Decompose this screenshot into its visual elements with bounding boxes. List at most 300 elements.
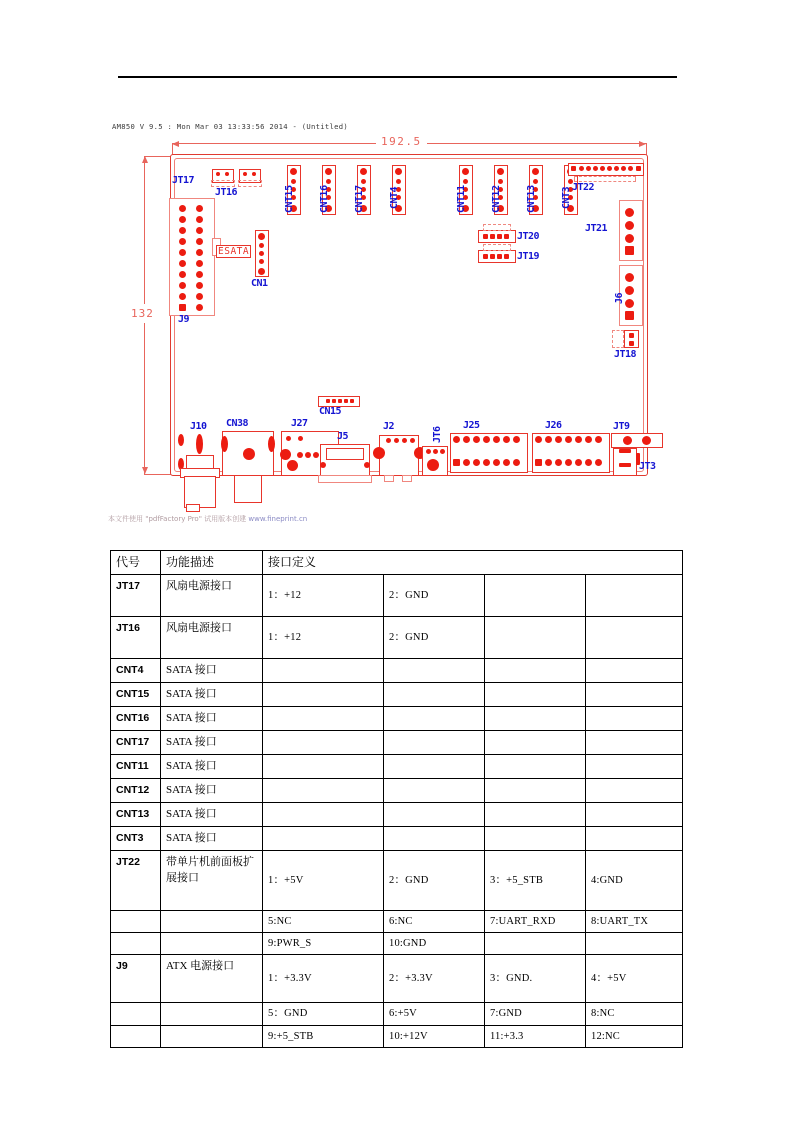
row-pin <box>384 755 485 779</box>
row-pin <box>485 933 586 955</box>
row-desc: SATA 接口 <box>161 707 263 731</box>
table-row <box>111 731 683 755</box>
row-code: CNT3 <box>111 826 161 850</box>
pad <box>585 436 592 443</box>
connector-spec-table <box>110 550 683 1048</box>
row-pin <box>586 683 683 707</box>
designator-cnt15: CNT15 <box>284 185 295 213</box>
row-pin <box>485 617 586 659</box>
part-j5-shield <box>318 475 372 483</box>
pad <box>614 166 619 171</box>
pad <box>360 168 367 175</box>
header-pinout: 接口定义 <box>263 551 683 575</box>
pad <box>535 436 542 443</box>
row-pin <box>384 659 485 683</box>
row-pin <box>485 826 586 850</box>
pad <box>463 459 470 466</box>
row-pin <box>485 683 586 707</box>
row-pin: 1：+12 <box>263 575 384 617</box>
pad <box>196 249 203 256</box>
pad <box>305 452 311 458</box>
pad <box>221 436 228 452</box>
row-desc: 带单片机前面板扩展接口 <box>161 850 263 910</box>
row-code: CNT16 <box>111 707 161 731</box>
row-desc: SATA 接口 <box>161 755 263 779</box>
designator-j10: J10 <box>190 421 207 432</box>
row-pin: 10:+12V <box>384 1025 485 1047</box>
pad <box>473 459 480 466</box>
designator-j2: J2 <box>383 421 395 432</box>
pad <box>440 449 445 454</box>
row-pin <box>485 803 586 827</box>
row-pin: 5：GND <box>263 1003 384 1025</box>
pad <box>593 166 598 171</box>
pad <box>463 179 468 184</box>
pad <box>179 271 186 278</box>
pad <box>287 460 298 471</box>
row-pin: 2：GND <box>384 575 485 617</box>
row-pin: 10:GND <box>384 933 485 955</box>
pad <box>410 438 415 443</box>
pad <box>503 459 510 466</box>
pad <box>555 459 562 466</box>
pad <box>344 399 348 403</box>
row-pin: 2：+3.3V <box>384 955 485 1003</box>
row-pin: 1：+5V <box>263 850 384 910</box>
pad <box>196 271 203 278</box>
pad <box>252 172 256 176</box>
row-pin: 7:UART_RXD <box>485 910 586 932</box>
row-pin: 9:PWR_S <box>263 933 384 955</box>
pad <box>625 273 634 282</box>
pad <box>280 449 291 460</box>
table-row <box>111 617 683 659</box>
pad <box>497 254 502 259</box>
table-row <box>111 826 683 850</box>
row-pin <box>263 707 384 731</box>
pad <box>225 172 229 176</box>
designator-jt21: JT21 <box>585 223 608 234</box>
row-code: JT16 <box>111 617 161 659</box>
pad <box>396 179 401 184</box>
pad <box>513 459 520 466</box>
pad <box>258 268 265 275</box>
row-code: CNT11 <box>111 755 161 779</box>
designator-j26: J26 <box>545 420 562 431</box>
pad <box>179 249 186 256</box>
designator-j5: J5 <box>337 431 349 442</box>
row-desc <box>161 910 263 932</box>
pdf-watermark-text: 本文件使用 "pdfFactory Pro" 试用版本创建 <box>108 515 249 523</box>
designator-cnt4: CNT4 <box>389 186 400 209</box>
pad <box>243 448 255 460</box>
part-j10-tab <box>186 504 200 512</box>
pad <box>216 172 220 176</box>
pad <box>426 449 431 454</box>
row-desc: 风扇电源接口 <box>161 617 263 659</box>
pad <box>607 166 612 171</box>
row-pin <box>586 779 683 803</box>
row-pin <box>263 683 384 707</box>
part-jt9-body <box>611 433 663 448</box>
row-desc <box>161 933 263 955</box>
row-pin <box>263 755 384 779</box>
table-row <box>111 755 683 779</box>
row-code <box>111 1025 161 1047</box>
pad <box>361 179 366 184</box>
pad <box>513 436 520 443</box>
row-pin: 7:GND <box>485 1003 586 1025</box>
pad <box>625 286 634 295</box>
designator-j27: J27 <box>291 418 308 429</box>
pad <box>338 399 342 403</box>
pad <box>628 166 633 171</box>
pad <box>325 168 332 175</box>
pad <box>259 259 264 264</box>
designator-jt17: JT17 <box>172 175 195 186</box>
row-desc: SATA 接口 <box>161 826 263 850</box>
pad <box>179 216 186 223</box>
pad <box>503 436 510 443</box>
row-desc <box>161 1003 263 1025</box>
part-j2-tab <box>384 475 394 482</box>
pad <box>493 459 500 466</box>
part-j5-contacts <box>326 448 364 460</box>
row-pin <box>485 707 586 731</box>
part-j9-courtyard <box>169 198 215 316</box>
pad <box>179 238 186 245</box>
row-pin: 12:NC <box>586 1025 683 1047</box>
table-row <box>111 955 683 1003</box>
table-header-row <box>111 551 683 575</box>
row-pin <box>586 803 683 827</box>
pad <box>178 434 184 446</box>
pad <box>313 452 319 458</box>
pad <box>625 208 634 217</box>
row-pin: 1：+12 <box>263 617 384 659</box>
row-code: CNT15 <box>111 683 161 707</box>
row-code: JT17 <box>111 575 161 617</box>
pad <box>179 282 186 289</box>
row-pin <box>586 731 683 755</box>
dimension-extension-bottom <box>144 474 172 475</box>
pad <box>298 436 303 441</box>
pad <box>497 168 504 175</box>
pad-pin1 <box>625 246 634 255</box>
pad <box>243 172 247 176</box>
pad <box>196 282 203 289</box>
row-desc: 风扇电源接口 <box>161 575 263 617</box>
designator-cnt3: CNT3 <box>561 186 572 209</box>
row-pin: 11:+3.3 <box>485 1025 586 1047</box>
row-pin: 3：GND. <box>485 955 586 1003</box>
part-cn38-shield <box>234 475 262 503</box>
pad <box>196 216 203 223</box>
designator-jt16: JT16 <box>215 187 238 198</box>
pad <box>595 459 602 466</box>
pad-pin1 <box>453 459 460 466</box>
row-pin <box>263 779 384 803</box>
pad <box>463 436 470 443</box>
pad <box>625 234 634 243</box>
pad <box>483 436 490 443</box>
pad <box>625 299 634 308</box>
pad <box>490 254 495 259</box>
pad-pin1 <box>625 311 634 320</box>
page-header-rule <box>118 76 677 78</box>
part-jt20-courtyard <box>483 224 511 231</box>
pad-pin1 <box>571 166 576 171</box>
part-j10-body <box>186 455 214 469</box>
header-function: 功能描述 <box>161 551 263 575</box>
row-pin: 2：GND <box>384 617 485 659</box>
row-pin <box>586 755 683 779</box>
pad <box>326 399 330 403</box>
pad <box>453 436 460 443</box>
part-jt17-courtyard <box>211 180 235 187</box>
table-row <box>111 910 683 932</box>
row-pin <box>586 659 683 683</box>
pad <box>373 447 385 459</box>
pad <box>268 436 275 452</box>
row-pin <box>485 575 586 617</box>
row-desc <box>161 1025 263 1047</box>
pad <box>545 459 552 466</box>
pad <box>179 205 186 212</box>
pad <box>575 436 582 443</box>
pad <box>286 436 291 441</box>
table-row <box>111 850 683 910</box>
row-pin: 4：+5V <box>586 955 683 1003</box>
pad <box>196 304 203 311</box>
designator-jt3: JT3 <box>639 461 656 472</box>
pad <box>196 205 203 212</box>
designator-cn1: CN1 <box>251 278 268 289</box>
pad-pin1 <box>535 459 542 466</box>
pad <box>297 452 303 458</box>
row-code: CNT12 <box>111 779 161 803</box>
row-pin: 9:+5_STB <box>263 1025 384 1047</box>
pdf-watermark <box>108 514 307 524</box>
row-pin <box>384 779 485 803</box>
dimension-width-label: 192.5 <box>376 135 427 148</box>
pad-pin1 <box>483 254 488 259</box>
row-pin <box>485 659 586 683</box>
part-jt18-courtyard <box>612 330 624 348</box>
row-pin <box>263 731 384 755</box>
row-pin <box>384 731 485 755</box>
row-pin <box>263 803 384 827</box>
pad-pin1 <box>179 304 186 311</box>
row-code: J9 <box>111 955 161 1003</box>
table-row <box>111 683 683 707</box>
table-row <box>111 933 683 955</box>
pad <box>642 436 651 445</box>
row-code <box>111 910 161 932</box>
part-jt19-courtyard <box>483 244 511 251</box>
pad <box>364 462 370 468</box>
part-j2-tab <box>402 475 412 482</box>
pad <box>483 459 490 466</box>
row-pin <box>384 826 485 850</box>
pad <box>629 341 634 346</box>
row-code: CNT4 <box>111 659 161 683</box>
pad <box>575 459 582 466</box>
row-pin: 5:NC <box>263 910 384 932</box>
pad <box>196 227 203 234</box>
pad <box>565 436 572 443</box>
pad <box>196 260 203 267</box>
dimension-height-label: 132 <box>130 304 155 323</box>
row-code: CNT17 <box>111 731 161 755</box>
pad <box>636 166 641 171</box>
row-pin <box>263 659 384 683</box>
pad <box>545 436 552 443</box>
pad <box>395 168 402 175</box>
header-code: 代号 <box>111 551 161 575</box>
pad <box>259 251 264 256</box>
pad <box>259 243 264 248</box>
pdf-watermark-url: www.fineprint.cn <box>248 515 308 523</box>
designator-cn15: CN15 <box>319 406 342 417</box>
row-pin <box>384 803 485 827</box>
designator-cnt12: CNT12 <box>491 185 502 213</box>
table-row <box>111 575 683 617</box>
pad <box>555 436 562 443</box>
row-pin <box>384 683 485 707</box>
pad <box>533 179 538 184</box>
row-desc: SATA 接口 <box>161 731 263 755</box>
pad <box>291 179 296 184</box>
designator-j9: J9 <box>178 314 190 325</box>
cad-title-bar: AM850 V 9.5 : Mon Mar 03 13:33:56 2014 - (Untitled) <box>112 122 348 131</box>
part-jt16-courtyard <box>238 180 262 187</box>
pad <box>579 166 584 171</box>
row-pin: 8:UART_TX <box>586 910 683 932</box>
silk-label-esata: ESATA <box>218 246 250 257</box>
row-pin <box>485 755 586 779</box>
row-pin <box>586 617 683 659</box>
pad <box>326 179 331 184</box>
designator-jt9: JT9 <box>613 421 630 432</box>
designator-jt18: JT18 <box>614 349 637 360</box>
row-pin: 6:+5V <box>384 1003 485 1025</box>
pad <box>493 436 500 443</box>
pad <box>462 168 469 175</box>
designator-j6: J6 <box>614 292 625 304</box>
pad <box>258 233 265 240</box>
pad <box>625 221 634 230</box>
row-pin: 6:NC <box>384 910 485 932</box>
pad <box>433 449 438 454</box>
pad <box>320 462 326 468</box>
row-code <box>111 933 161 955</box>
pad <box>196 238 203 245</box>
pad <box>332 399 336 403</box>
pad <box>619 449 631 453</box>
designator-cnt11: CNT11 <box>456 185 467 213</box>
row-pin <box>586 575 683 617</box>
dimension-extension-top <box>144 156 172 157</box>
row-pin <box>586 826 683 850</box>
pad-pin1 <box>629 333 634 338</box>
row-pin: 4:GND <box>586 850 683 910</box>
pad <box>504 254 509 259</box>
row-desc: SATA 接口 <box>161 659 263 683</box>
row-code: JT22 <box>111 850 161 910</box>
row-pin <box>263 826 384 850</box>
pad <box>386 438 391 443</box>
pad <box>196 293 203 300</box>
designator-cnt16: CNT16 <box>319 185 330 213</box>
row-pin: 2：GND <box>384 850 485 910</box>
table-row <box>111 1025 683 1047</box>
row-pin <box>586 707 683 731</box>
pad-pin1 <box>483 234 488 239</box>
pad <box>565 459 572 466</box>
table-row <box>111 1003 683 1025</box>
pad <box>623 436 632 445</box>
pad <box>532 168 539 175</box>
pad <box>490 234 495 239</box>
pad <box>498 179 503 184</box>
pcb-layout-drawing <box>108 118 683 538</box>
pad <box>585 459 592 466</box>
row-pin <box>485 731 586 755</box>
pad <box>619 463 631 467</box>
row-desc: SATA 接口 <box>161 779 263 803</box>
designator-j25: J25 <box>463 420 480 431</box>
pad <box>196 434 203 454</box>
pad <box>586 166 591 171</box>
pad <box>600 166 605 171</box>
pad <box>504 234 509 239</box>
row-desc: SATA 接口 <box>161 803 263 827</box>
row-pin: 3：+5_STB <box>485 850 586 910</box>
row-pin <box>485 779 586 803</box>
spec-table-body <box>111 551 683 1048</box>
row-desc: SATA 接口 <box>161 683 263 707</box>
table-row <box>111 707 683 731</box>
designator-cnt17: CNT17 <box>354 185 365 213</box>
pad <box>179 260 186 267</box>
row-code: CNT13 <box>111 803 161 827</box>
row-pin <box>384 707 485 731</box>
designator-cn38: CN38 <box>226 418 249 429</box>
table-row <box>111 803 683 827</box>
table-row <box>111 779 683 803</box>
pad <box>473 436 480 443</box>
table-row <box>111 659 683 683</box>
pad <box>621 166 626 171</box>
row-code <box>111 1003 161 1025</box>
designator-jt6: JT6 <box>432 426 443 443</box>
row-desc: ATX 电源接口 <box>161 955 263 1003</box>
designator-jt22: JT22 <box>572 182 595 193</box>
designator-jt20: JT20 <box>517 231 540 242</box>
row-pin: 8:NC <box>586 1003 683 1025</box>
pad <box>290 168 297 175</box>
designator-cnt13: CNT13 <box>526 185 537 213</box>
row-pin <box>586 933 683 955</box>
pad <box>394 438 399 443</box>
pad <box>497 234 502 239</box>
pad <box>350 399 354 403</box>
pad <box>402 438 407 443</box>
pad <box>179 293 186 300</box>
designator-jt19: JT19 <box>517 251 540 262</box>
pad <box>179 227 186 234</box>
